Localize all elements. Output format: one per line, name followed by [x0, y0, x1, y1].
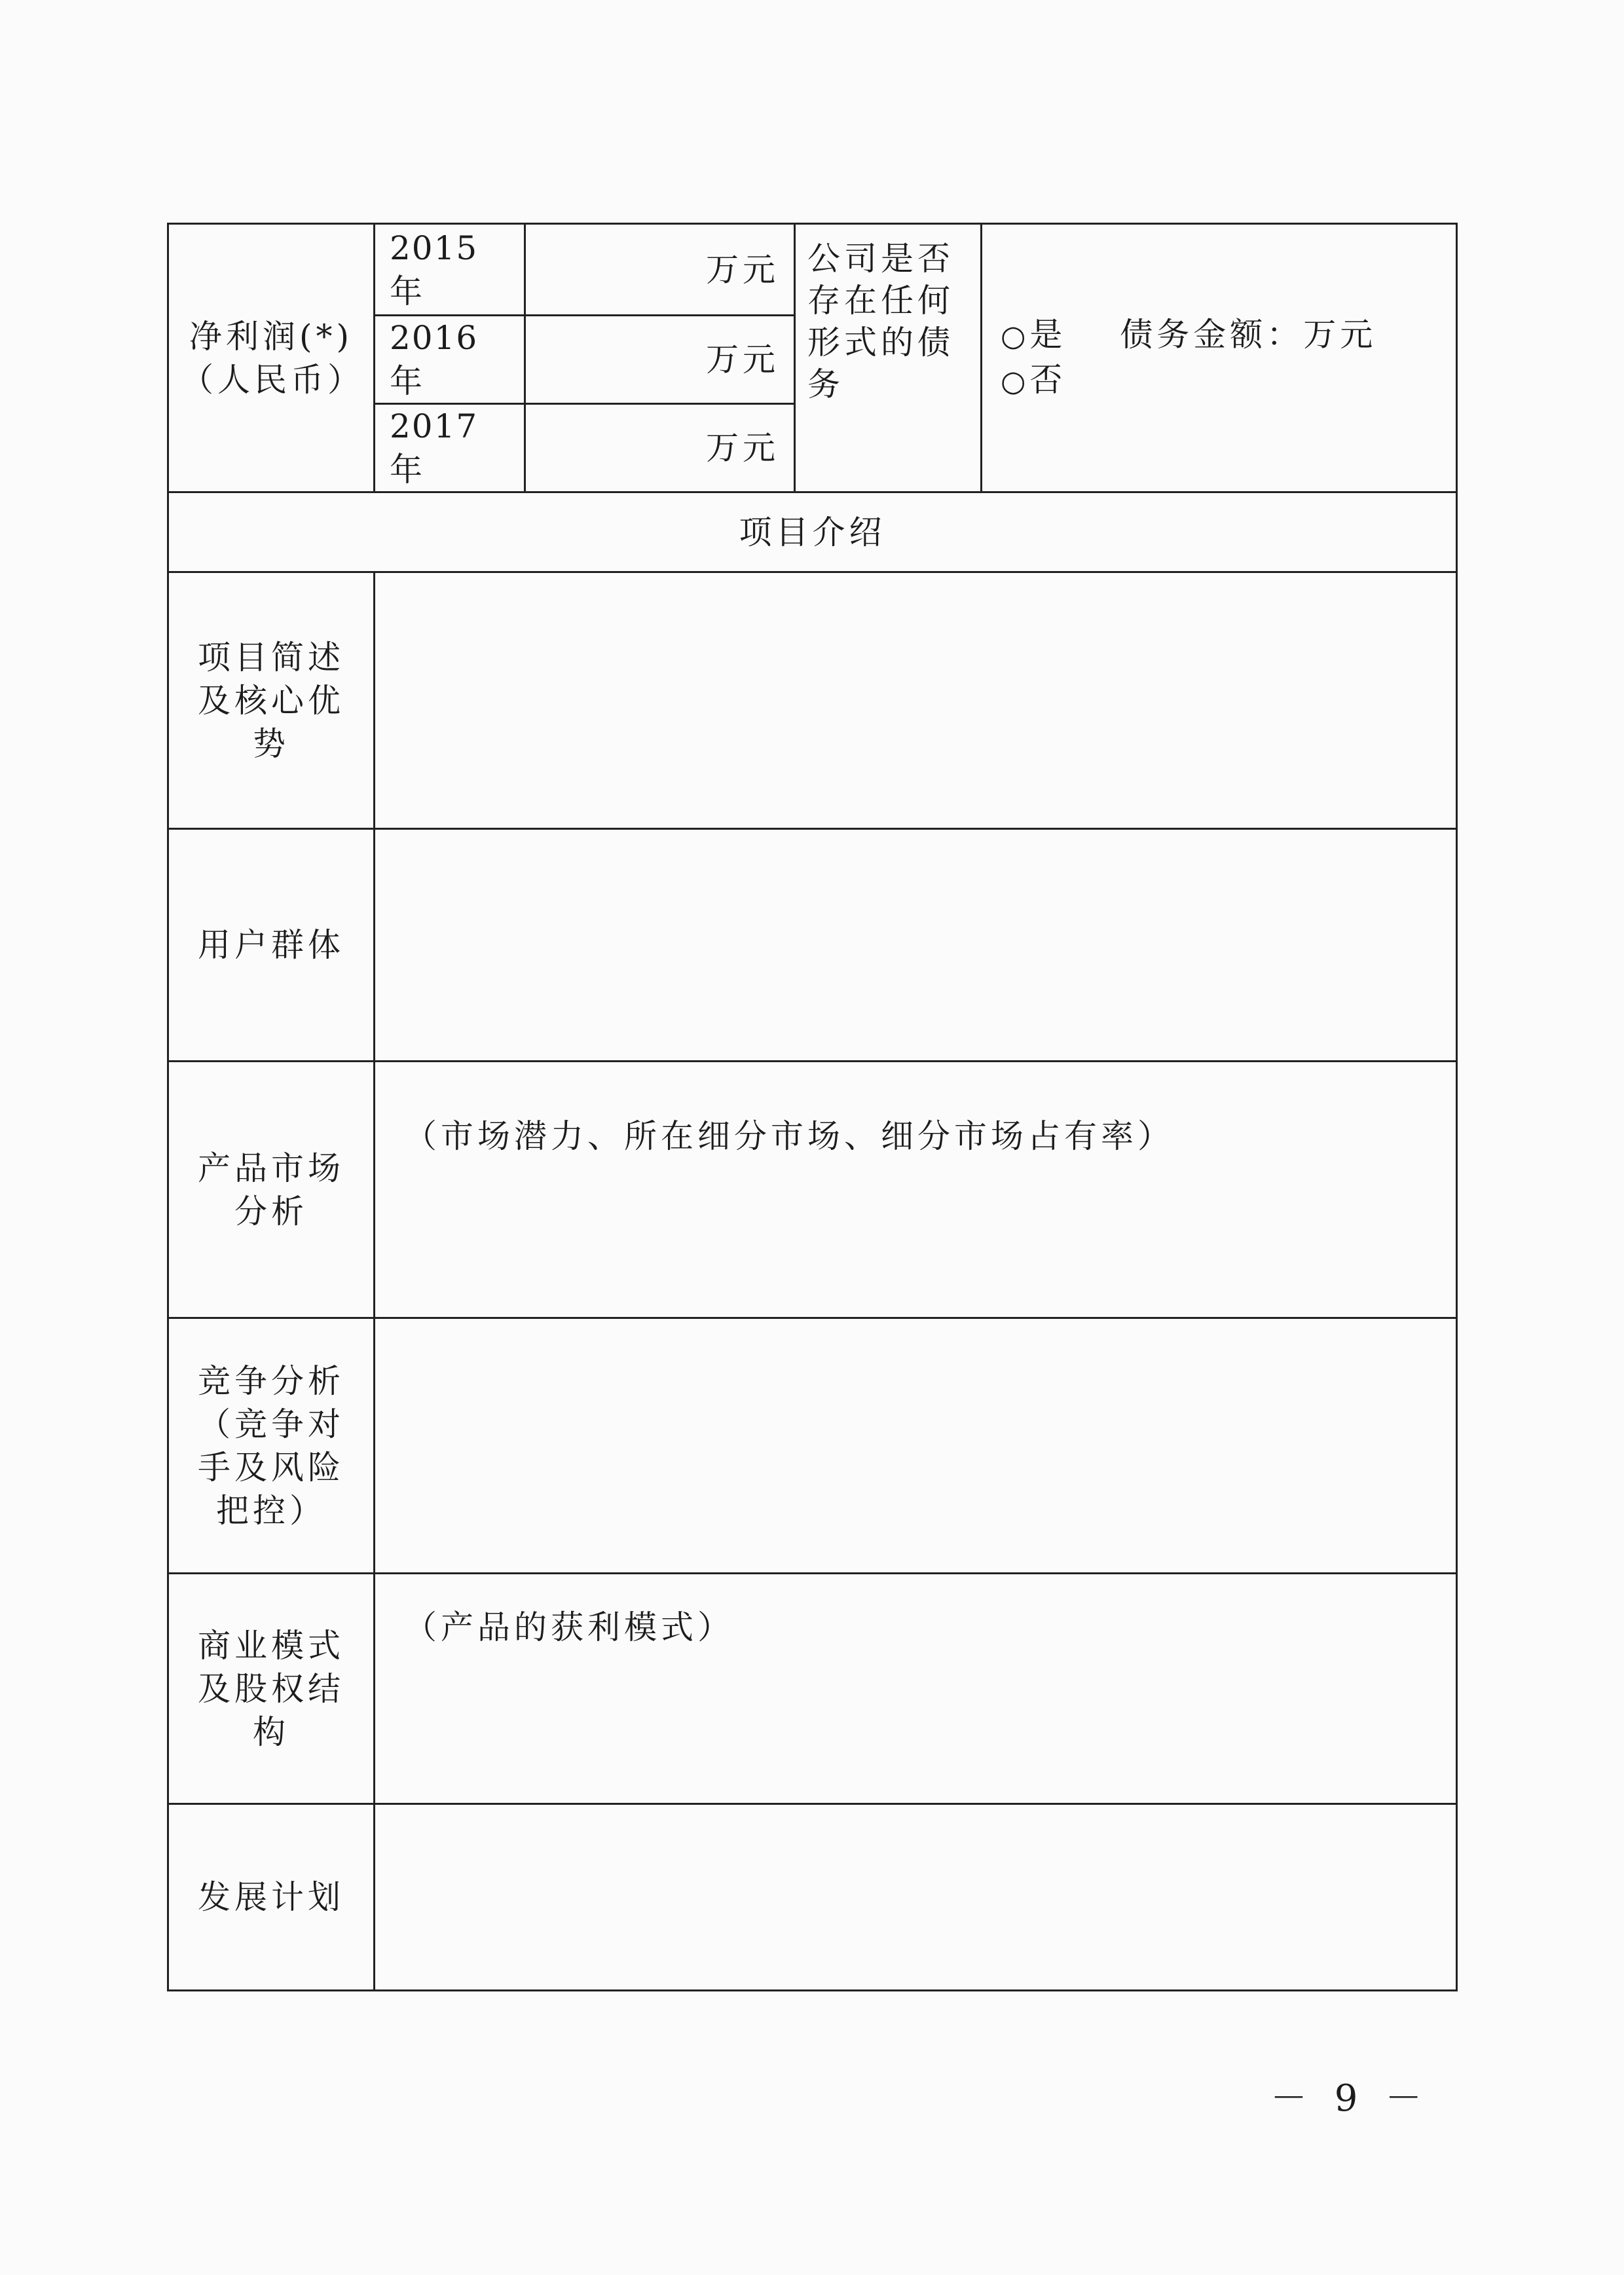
row-content[interactable]: [375, 1318, 1457, 1574]
row-content[interactable]: （产品的获利模式）: [375, 1574, 1457, 1804]
row-content[interactable]: （市场潜力、所在细分市场、细分市场占有率）: [375, 1062, 1457, 1318]
row-content[interactable]: [375, 572, 1457, 829]
net-profit-row-2015: [168, 224, 1457, 316]
debt-amount-label: 债务金额：万元: [1120, 315, 1377, 354]
page-number: － 9 －: [1270, 2077, 1430, 2120]
row-label: 发展计划: [168, 1804, 375, 1991]
project-row: [168, 1574, 1457, 1804]
option-yes-label: 是: [1029, 315, 1067, 354]
row-label: 用户群体: [168, 829, 375, 1062]
profit-amount-cell[interactable]: 万元: [525, 316, 795, 404]
project-row: [168, 1804, 1457, 1991]
profit-amount-cell[interactable]: 万元: [525, 404, 795, 492]
row-label: 商业模式及股权结构: [168, 1574, 375, 1804]
year-cell: 2016 年: [375, 316, 525, 404]
project-row: [168, 829, 1457, 1062]
profit-amount-cell[interactable]: 万元: [525, 224, 795, 316]
radio-circle-icon[interactable]: ○: [1001, 364, 1030, 398]
application-form-table: [167, 223, 1458, 1991]
project-row: [168, 1318, 1457, 1574]
debt-yes-option[interactable]: [1001, 313, 1456, 358]
net-profit-label: 净利润(*)（人民币）: [168, 224, 375, 492]
year-cell: 2017 年: [375, 404, 525, 492]
row-label: 竞争分析（竞争对手及风险把控）: [168, 1318, 375, 1574]
project-row: [168, 1062, 1457, 1318]
project-row: [168, 572, 1457, 829]
year-cell: 2015 年: [375, 224, 525, 316]
section-title: 项目介绍: [168, 492, 1457, 572]
option-no-label: 否: [1029, 360, 1067, 399]
debt-no-option[interactable]: [1001, 358, 1456, 403]
row-content[interactable]: [375, 829, 1457, 1062]
radio-circle-icon[interactable]: ○: [1001, 319, 1030, 353]
debt-question: 公司是否存在任何形式的债务: [795, 224, 982, 492]
row-label: 项目简述及核心优势: [168, 572, 375, 829]
debt-options: [982, 224, 1457, 492]
section-header-row: [168, 492, 1457, 572]
row-content[interactable]: [375, 1804, 1457, 1991]
row-label: 产品市场分析: [168, 1062, 375, 1318]
